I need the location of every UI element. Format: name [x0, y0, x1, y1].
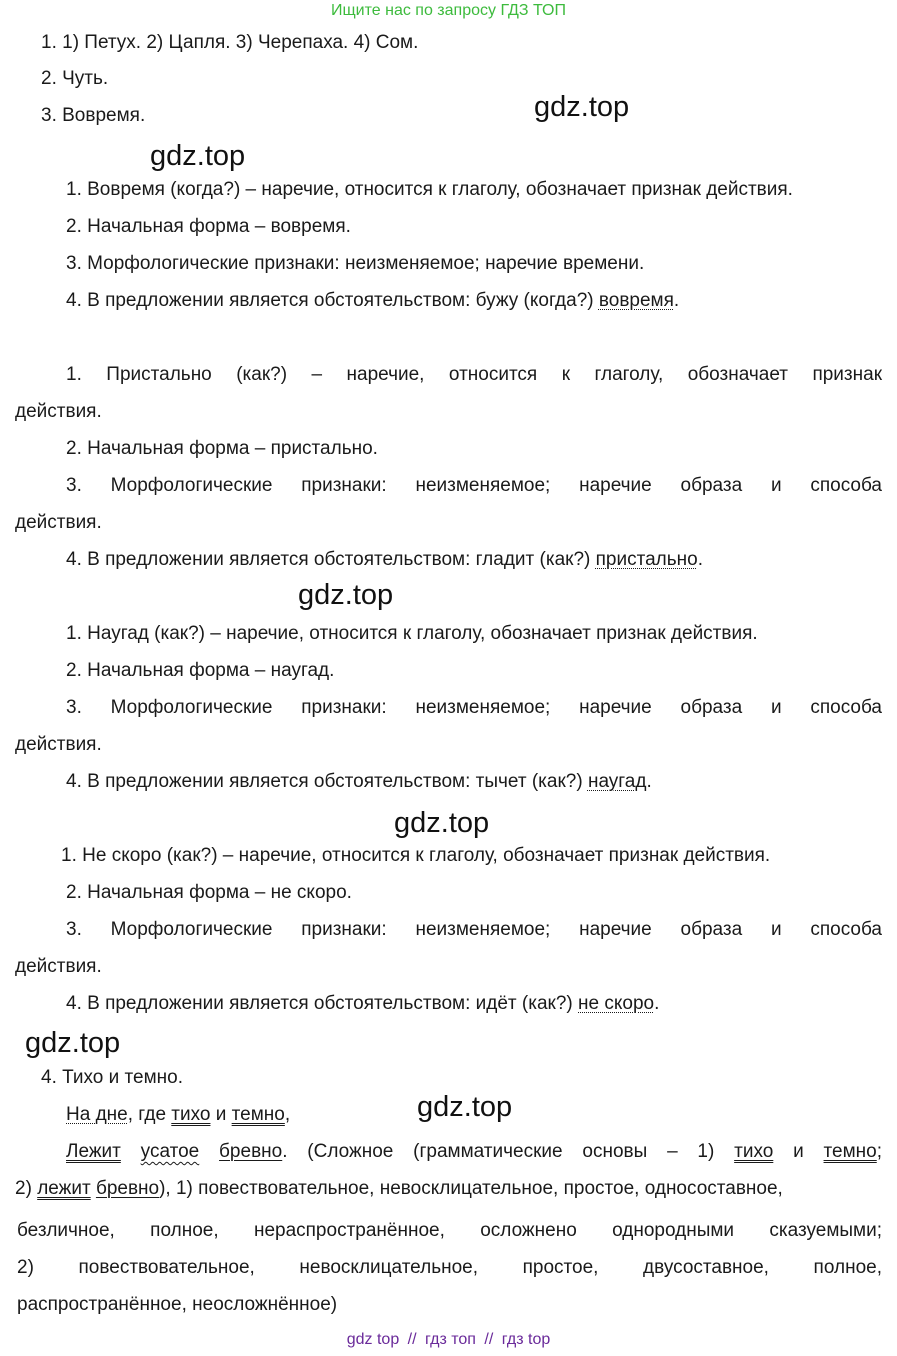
analysis-line: 2. Начальная форма – вовремя. — [66, 216, 351, 237]
predicate-word: тихо — [171, 1104, 211, 1125]
answer-1: 1. 1) Петух. 2) Цапля. 3) Черепаха. 4) Сом. — [41, 32, 419, 53]
analysis-line: 3. Морфологические признаки: неизменяемое; наречие времени. — [66, 253, 645, 274]
analysis-line: 2. Начальная форма – не скоро. — [66, 882, 352, 903]
watermark: gdz.top — [150, 140, 246, 172]
analysis-line — [66, 993, 659, 1015]
footer-text: гдз топ — [425, 1331, 476, 1348]
answer-2: 2. Чуть. — [41, 68, 109, 89]
attribute-word: усатое — [140, 1141, 200, 1162]
text: , где — [127, 1104, 172, 1125]
text: ), 1) повествовательное, невосклицательное, простое, односоставное, — [159, 1178, 783, 1199]
analysis-line: действия. — [15, 734, 102, 755]
analysis-line: 3. Морфологические признаки: неизменяемое; наречие образа и способа — [66, 697, 882, 718]
text: 4. В предложении является обстоятельством: тычет (как?) — [66, 771, 588, 792]
analysis-line: 3. Морфологические признаки: неизменяемое; наречие образа и способа — [66, 919, 882, 940]
text: 4. В предложении является обстоятельством: бужу (когда?) — [66, 290, 599, 311]
analysis-line: действия. — [15, 956, 102, 977]
text: . (Сложное (грамматические основы – 1) — [282, 1141, 735, 1162]
analysis-line — [66, 771, 652, 793]
predicate-word: темно — [231, 1104, 285, 1125]
analysis-line: 1. Вовремя (когда?) – наречие, относится к глаголу, обозначает признак действия. — [66, 179, 793, 200]
predicate-word: Лежит — [66, 1141, 121, 1162]
poem-line-2 — [66, 1141, 882, 1163]
text: 4. В предложении является обстоятельством: идёт (как?) — [66, 993, 579, 1014]
analysis-line — [66, 290, 679, 312]
adverbial-word: не скоро — [578, 993, 655, 1014]
analysis-line: 1. Пристально (как?) – наречие, относится к глаголу, обозначает признак — [66, 364, 882, 385]
analysis-line: 3. Морфологические признаки: неизменяемое; наречие образа и способа — [66, 475, 882, 496]
analysis-line: действия. — [15, 401, 102, 422]
predicate-word: тихо — [734, 1141, 774, 1162]
footer-links — [0, 1330, 897, 1350]
search-banner: Ищите нас по запросу ГДЗ ТОП — [331, 2, 566, 19]
text: . — [646, 771, 652, 792]
text: , — [284, 1104, 291, 1125]
subject-word: бревно — [219, 1141, 283, 1162]
analysis-line: безличное, полное, нераспространённое, осложнено однородными сказуемыми; — [17, 1220, 882, 1241]
footer-separator: // — [407, 1331, 417, 1348]
analysis-line: действия. — [15, 512, 102, 533]
footer-text: гдз top — [501, 1331, 551, 1348]
analysis-line: 2. Начальная форма – пристально. — [66, 438, 378, 459]
poem-line-1 — [66, 1104, 290, 1126]
watermark: gdz.top — [298, 579, 394, 611]
adverbial-word: наугад — [587, 771, 647, 792]
subject-word: бревно — [95, 1178, 160, 1199]
answer-4: 4. Тихо и темно. — [41, 1067, 183, 1088]
analysis-line: 1. Наугад (как?) – наречие, относится к глаголу, обозначает признак действия. — [66, 623, 758, 644]
adverbial-word: вовремя — [598, 290, 674, 311]
text: и — [210, 1104, 232, 1125]
watermark: gdz.top — [417, 1091, 513, 1123]
analysis-line: 1. Не скоро (как?) – наречие, относится к глаголу, обозначает признак действия. — [61, 845, 771, 866]
analysis-line: 2. Начальная форма – наугад. — [66, 660, 335, 681]
text: 2) — [15, 1178, 38, 1199]
adverbial-word: пристально — [595, 549, 698, 570]
analysis-line: распространённое, неосложнённое) — [17, 1294, 338, 1315]
text: и — [773, 1141, 824, 1162]
text: . — [697, 549, 703, 570]
text: ; — [876, 1141, 883, 1162]
watermark: gdz.top — [394, 807, 490, 839]
text: . — [673, 290, 680, 311]
analysis-line — [15, 1178, 783, 1200]
analysis-line: 2) повествовательное, невосклицательное, простое, двусоставное, полное, — [17, 1257, 882, 1278]
footer-separator: // — [484, 1331, 494, 1348]
watermark: gdz.top — [25, 1027, 121, 1059]
text: 4. В предложении является обстоятельством: гладит (как?) — [66, 549, 596, 570]
analysis-line — [66, 549, 703, 571]
adverbial-phrase: На дне — [66, 1104, 128, 1125]
predicate-word: лежит — [37, 1178, 91, 1199]
footer-text: gdz top — [346, 1331, 400, 1348]
text: . — [654, 993, 660, 1014]
watermark: gdz.top — [534, 91, 630, 123]
answer-3: 3. Вовремя. — [41, 105, 146, 126]
predicate-word: темно — [823, 1141, 877, 1162]
